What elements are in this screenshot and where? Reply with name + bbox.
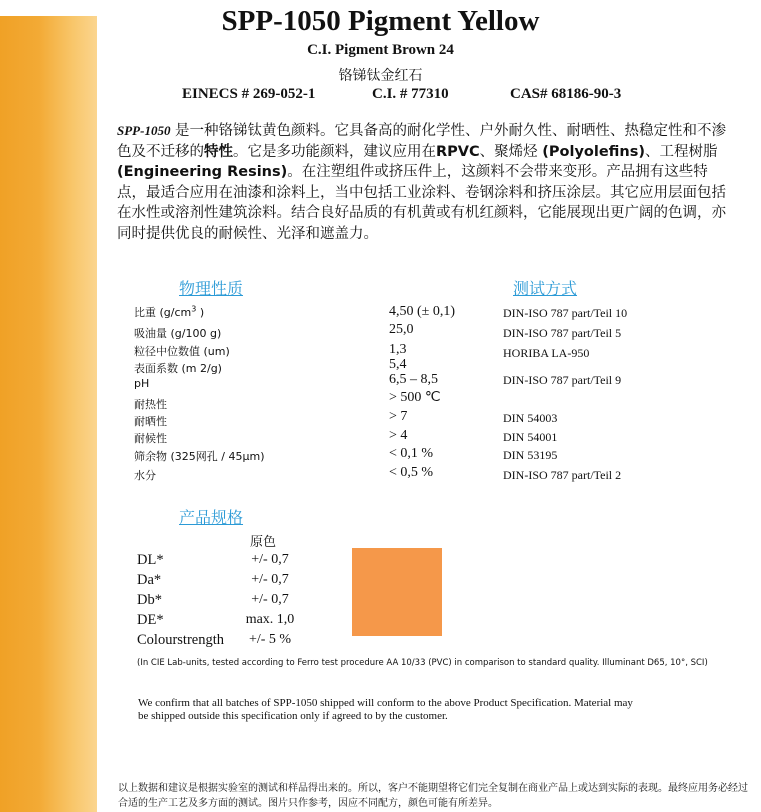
disclaimer-footer: 以上数据和建议是根据实验室的测试和样品得出来的。所以，客户不能期望将它们完全复制在商业产品上或达到实际的表现。最终应用务必经过合适的生产工艺及多方面的测试。图片只作参考，因应不同配方，颜色可能有所差异。 <box>118 783 748 809</box>
property-value: < 0,1 % <box>389 446 434 461</box>
property-method: DIN 54003 <box>503 411 558 425</box>
intro-paragraph: SPP-1050 是一种铬锑钛黄色颜料。它具备高的耐化学性、户外耐久性、耐晒性、热稳定性和不渗色及不迁移的特性。它是多功能颜料，建议应用在RPVC、聚烯烃 (Polyolefins)、工程树脂(Engineering Resins)。在注塑组件或挤压件上，这颜料不会带来变形。产品拥有这些特点，最适合应用在油漆和涂料上，当中包括工业涂料、卷钢涂料和挤压涂层。其它应用层面包括在水性或溶剂性建筑涂料。结合良好品质的有机黄或有机红颜料，它能展现出更广阔的色调，亦同时提供优良的耐候性、光泽和遮盖力。 <box>117 123 727 242</box>
property-value: 5,4 <box>389 357 407 372</box>
property-method: DIN 53195 <box>503 448 558 462</box>
einecs-number: EINECS # 269-052-1 <box>182 86 316 102</box>
property-method: DIN-ISO 787 part/Teil 2 <box>503 468 622 482</box>
property-value: 4,50 (± 0,1) <box>389 304 456 319</box>
ci-number: C.I. # 77310 <box>372 86 449 102</box>
property-value: > 7 <box>389 409 408 424</box>
property-label: 粒径中位数值 (um) <box>134 345 230 358</box>
physical-properties-heading: 物理性质 <box>179 279 244 298</box>
spec-column-header: 原色 <box>250 535 277 550</box>
spec-label: Db* <box>137 592 162 608</box>
decorative-sidebar <box>0 16 97 812</box>
property-label: 表面系数 (m 2/g) <box>134 362 222 375</box>
property-label: 吸油量 (g/100 g) <box>134 327 222 340</box>
color-swatch <box>352 548 442 636</box>
pigment-ci-name: C.I. Pigment Brown 24 <box>307 42 454 58</box>
property-value: 1,3 <box>389 342 407 357</box>
spec-label: Da* <box>137 572 162 588</box>
property-label: 水分 <box>134 469 156 482</box>
cas-number: CAS# 68186-90-3 <box>510 86 622 102</box>
property-label: 耐晒性 <box>134 415 167 428</box>
spec-value: +/- 0,7 <box>251 592 289 607</box>
product-code: SPP-1050 <box>117 123 171 138</box>
page-title: SPP-1050 Pigment Yellow <box>221 5 540 37</box>
spec-value: +/- 0,7 <box>251 572 289 587</box>
spec-value: +/- 5 % <box>248 632 292 647</box>
property-value: 6,5 – 8,5 <box>389 372 438 387</box>
property-method: HORIBA LA-950 <box>503 346 590 360</box>
spec-label: DE* <box>137 612 164 628</box>
property-method: DIN-ISO 787 part/Teil 9 <box>503 373 622 387</box>
property-label: 耐候性 <box>134 432 167 445</box>
property-label: pH <box>134 377 150 390</box>
spec-value: +/- 0,7 <box>251 552 289 567</box>
property-value: 25,0 <box>389 322 414 337</box>
spec-label: Colourstrength <box>137 632 224 648</box>
property-label: 筛余物 (325网孔 / 45µm) <box>134 450 265 463</box>
property-method: DIN-ISO 787 part/Teil 10 <box>503 306 628 320</box>
spec-value: max. 1,0 <box>245 612 295 627</box>
property-method: DIN-ISO 787 part/Teil 5 <box>503 326 622 340</box>
measurement-note: (In CIE Lab-units, tested according to Ferro test procedure AA 10/33 (PVC) in comparison to standard quality. Illuminant D65, 10°, SCI) <box>137 658 708 668</box>
spec-label: DL* <box>137 552 164 568</box>
property-label: 耐热性 <box>134 398 167 411</box>
confirmation-text: We confirm that all batches of SPP-1050 shipped will conform to the above Product Specification. Material may be shipped outside this specification only if agreed to by the customer. <box>138 697 633 722</box>
property-value: > 500 ℃ <box>389 390 441 405</box>
chinese-name: 铬锑钛金红石 <box>338 68 423 84</box>
property-value: > 4 <box>389 428 408 443</box>
property-value: < 0,5 % <box>389 465 434 480</box>
property-label: 比重 ($g/cm^3$ ) <box>134 304 205 319</box>
product-spec-heading: 产品规格 <box>179 508 244 527</box>
test-methods-heading: 测试方式 <box>513 279 578 298</box>
property-method: DIN 54001 <box>503 430 558 444</box>
